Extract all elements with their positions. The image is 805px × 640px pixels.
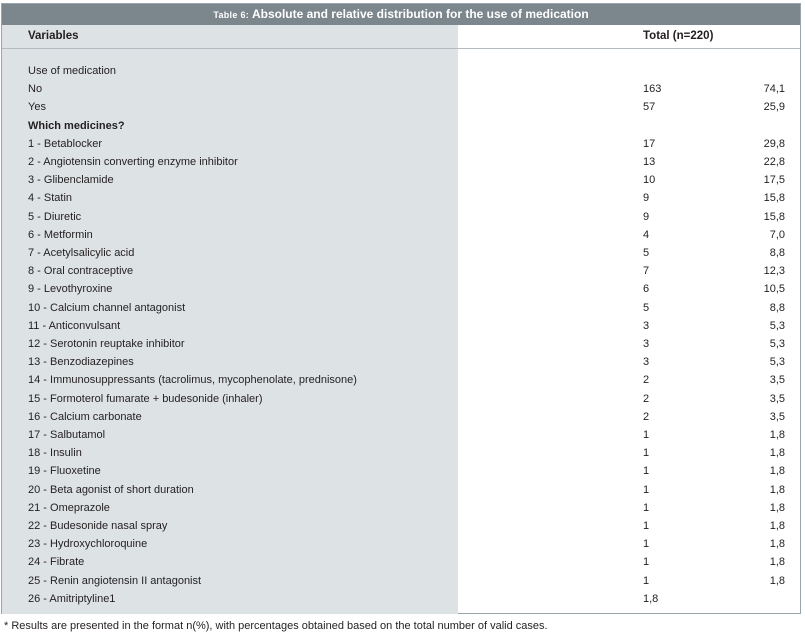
row-count: 2 <box>643 374 650 387</box>
table-footnote: * Results are presented in the format n(%), with percentages obtained based on the total number of valid cases. <box>4 620 548 632</box>
row-count: 163 <box>643 83 662 96</box>
row-count: 4 <box>643 228 650 241</box>
row-count: 3 <box>643 338 650 350</box>
row-count: 1,8 <box>643 592 659 605</box>
header-variables: Variables <box>28 30 79 42</box>
row-label: 16 - Calcium carbonate <box>28 410 142 423</box>
row-percent: 1,8 <box>769 483 785 496</box>
row-label: 13 - Benzodiazepines <box>28 356 134 369</box>
row-percent: 3,5 <box>769 374 785 387</box>
row-count: 9 <box>643 210 650 223</box>
row-percent: 29,8 <box>763 137 785 150</box>
row-label: 8 - Oral contraceptive <box>28 265 134 278</box>
table-title-prefix: Table 6: <box>213 10 250 20</box>
row-label: 10 - Calcium channel antagonist <box>28 301 186 314</box>
row-percent: 8,8 <box>769 301 785 314</box>
row-label: 9 - Levothyroxine <box>28 283 113 296</box>
table-frame <box>1 3 801 614</box>
table-row <box>2 63 800 81</box>
row-count: 1 <box>643 574 650 587</box>
table-row <box>2 463 800 481</box>
table-row <box>2 190 800 208</box>
row-count: 1 <box>643 465 650 478</box>
table-row <box>2 591 800 609</box>
row-count: 5 <box>643 247 650 259</box>
table-row <box>2 409 800 427</box>
row-count: 13 <box>643 156 656 168</box>
row-label: 20 - Beta agonist of short duration <box>28 483 194 496</box>
row-percent: 5,3 <box>769 356 785 369</box>
table-row <box>2 445 800 463</box>
row-count: 57 <box>643 101 656 114</box>
table-row <box>2 536 800 554</box>
row-percent: 5,3 <box>769 319 785 332</box>
row-percent: 1,8 <box>769 538 785 551</box>
row-count: 3 <box>643 319 650 332</box>
table-row <box>2 518 800 536</box>
row-count: 1 <box>643 520 650 532</box>
row-count: 1 <box>643 556 650 569</box>
table-row <box>2 81 800 99</box>
row-count: 1 <box>643 447 650 460</box>
row-label: 14 - Immunosuppressants (tacrolimus, mycophenolate, prednisone) <box>28 374 357 387</box>
row-count: 1 <box>643 429 650 441</box>
table-row <box>2 209 800 227</box>
row-percent: 1,8 <box>769 574 785 587</box>
row-label: 26 - Amitriptyline1 <box>28 592 116 605</box>
row-percent: 10,5 <box>763 283 785 296</box>
header-total: Total (n=220) <box>643 30 714 42</box>
table-title <box>2 4 800 25</box>
row-label: 2 - Angiotensin converting enzyme inhibitor <box>28 156 238 168</box>
row-label: 5 - Diuretic <box>28 210 82 223</box>
row-percent: 17,5 <box>763 174 785 187</box>
row-label: 19 - Fluoxetine <box>28 465 101 478</box>
row-count: 3 <box>643 356 650 369</box>
table-row <box>2 500 800 518</box>
row-label: 12 - Serotonin reuptake inhibitor <box>28 338 185 350</box>
table-row <box>2 263 800 281</box>
table-row <box>2 227 800 245</box>
row-label: 11 - Anticonvulsant <box>28 319 121 332</box>
table-row <box>2 336 800 354</box>
table-row <box>2 354 800 372</box>
row-percent: 1,8 <box>769 520 785 532</box>
row-count: 5 <box>643 301 650 314</box>
row-percent: 15,8 <box>763 192 785 205</box>
table-row <box>2 154 800 172</box>
row-label: 23 - Hydroxychloroquine <box>28 538 148 551</box>
row-label: 22 - Budesonide nasal spray <box>28 520 168 532</box>
row-percent: 3,5 <box>769 410 785 423</box>
row-label: 3 - Glibenclamide <box>28 174 114 187</box>
row-percent: 74,1 <box>763 83 785 96</box>
table-title-text: Absolute and relative distribution for the use of medication <box>249 7 589 21</box>
table-row <box>2 482 800 500</box>
row-count: 2 <box>643 392 650 405</box>
row-label: Use of medication <box>28 65 117 77</box>
row-percent: 25,9 <box>763 101 785 114</box>
row-percent: 1,8 <box>769 501 785 514</box>
table-row <box>2 372 800 390</box>
row-label: Yes <box>28 101 46 114</box>
row-label: Which medicines? <box>28 119 125 132</box>
table-row <box>2 281 800 299</box>
row-label: No <box>28 83 43 96</box>
row-label: 4 - Statin <box>28 192 73 205</box>
table-row <box>2 554 800 572</box>
table-row <box>2 99 800 117</box>
table-row <box>2 391 800 409</box>
table-row <box>2 172 800 190</box>
table-row <box>2 300 800 318</box>
table-row <box>2 245 800 263</box>
table-header-row <box>2 25 800 49</box>
row-count: 6 <box>643 283 650 296</box>
row-count: 10 <box>643 174 656 187</box>
row-label: 1 - Betablocker <box>28 137 102 150</box>
row-percent: 1,8 <box>769 556 785 569</box>
row-percent: 5,3 <box>769 338 785 350</box>
row-percent: 1,8 <box>769 429 785 441</box>
row-count: 1 <box>643 501 650 514</box>
table-row <box>2 118 800 136</box>
row-label: 25 - Renin angiotensin II antagonist <box>28 574 202 587</box>
row-count: 1 <box>643 483 650 496</box>
row-count: 1 <box>643 538 650 551</box>
row-percent: 8,8 <box>769 247 785 259</box>
row-percent: 1,8 <box>769 465 785 478</box>
row-count: 17 <box>643 137 656 150</box>
table-row <box>2 427 800 445</box>
row-label: 6 - Metformin <box>28 228 93 241</box>
row-percent: 22,8 <box>763 156 785 168</box>
row-label: 18 - Insulin <box>28 447 82 460</box>
row-label: 24 - Fibrate <box>28 556 85 569</box>
row-count: 2 <box>643 410 650 423</box>
row-label: 15 - Formoterol fumarate + budesonide (inhaler) <box>28 392 263 405</box>
row-percent: 7,0 <box>769 228 785 241</box>
row-percent: 12,3 <box>763 265 785 278</box>
row-percent: 1,8 <box>769 447 785 460</box>
table-row <box>2 318 800 336</box>
row-label: 21 - Omeprazole <box>28 501 110 514</box>
row-label: 7 - Acetylsalicylic acid <box>28 247 135 259</box>
row-percent: 15,8 <box>763 210 785 223</box>
table-row <box>2 136 800 154</box>
row-percent: 3,5 <box>769 392 785 405</box>
row-label: 17 - Salbutamol <box>28 429 106 441</box>
row-count: 7 <box>643 265 650 278</box>
row-count: 9 <box>643 192 650 205</box>
table-row <box>2 573 800 591</box>
